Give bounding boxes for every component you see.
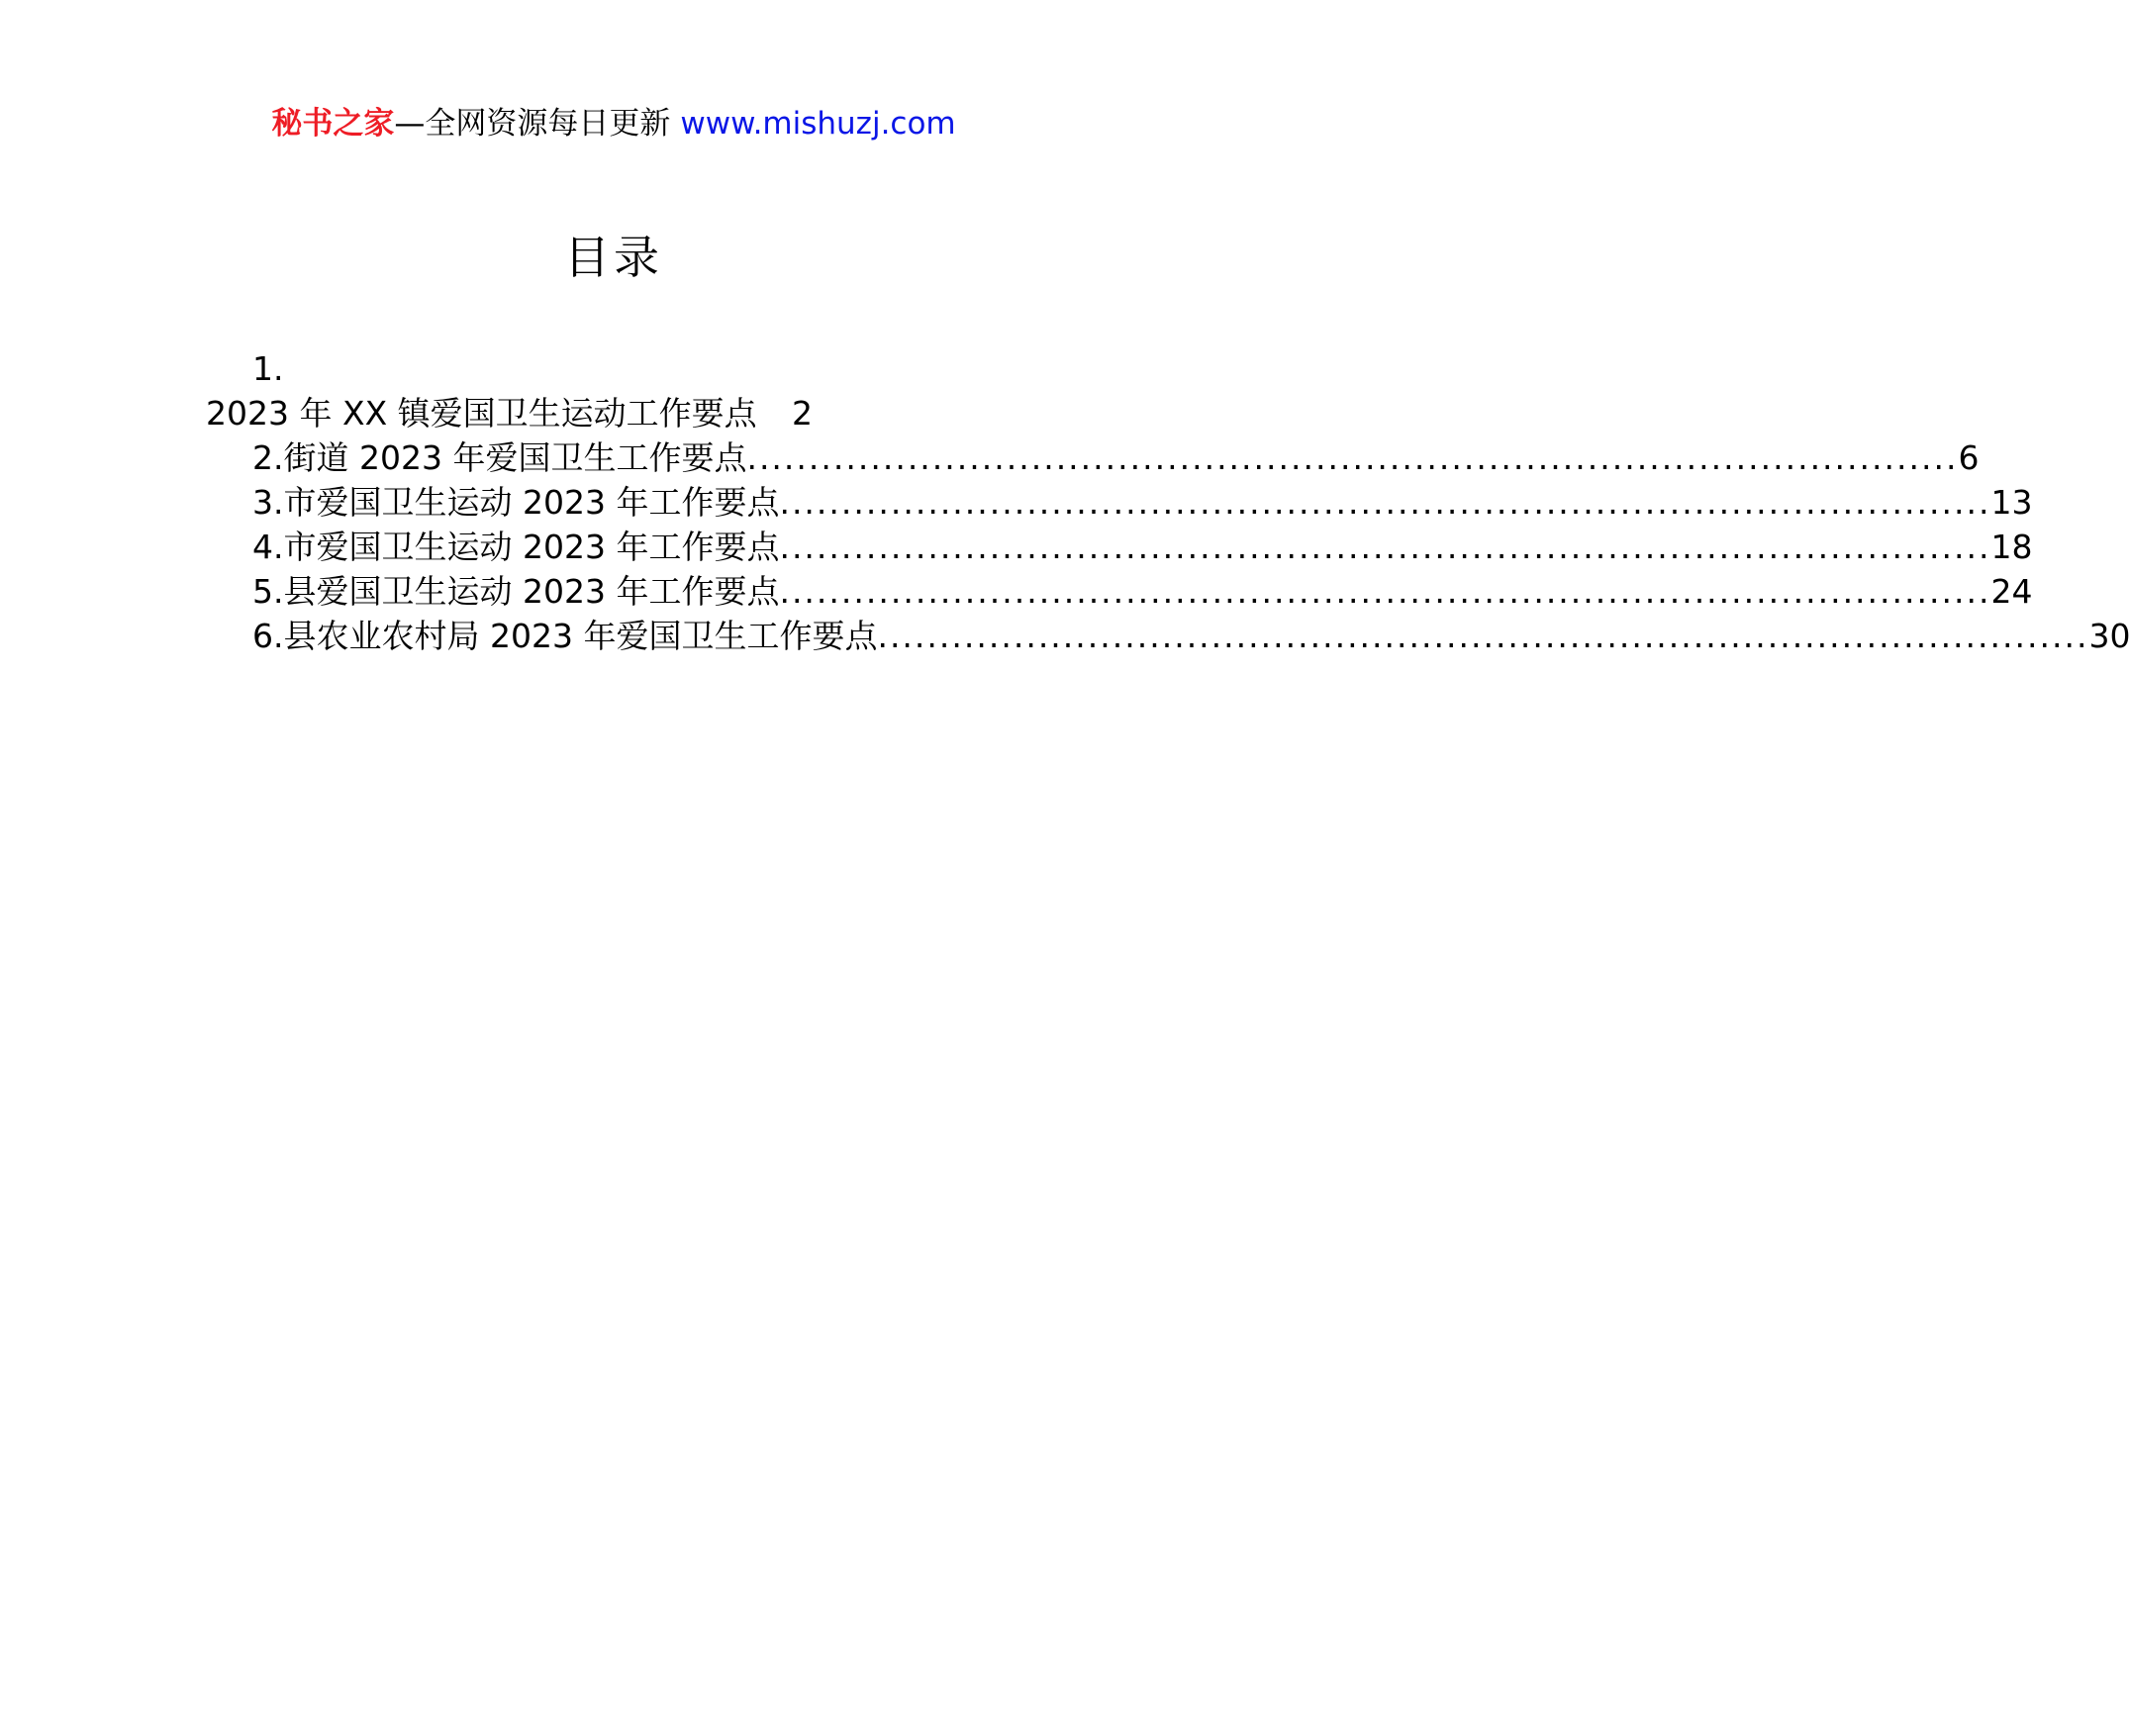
toc-entry-1[interactable] <box>0 346 1227 435</box>
toc-entry-label: 4.市爱国卫生运动 2023 年工作要点 <box>252 528 780 566</box>
toc-entry-2[interactable] <box>252 435 1980 480</box>
toc-leader-dots: .................................................................................................. <box>779 528 1991 566</box>
toc-entry-label: 3.市爱国卫生运动 2023 年工作要点 <box>252 483 780 522</box>
toc-leader-dots: .................................................................................................. <box>779 483 1991 522</box>
toc-leader-dots: .................................................................................................. <box>746 438 1959 477</box>
toc-entry-page: 13 <box>1990 483 2033 522</box>
toc-entry-5[interactable] <box>252 569 2033 614</box>
toc-entry-page: 30 <box>2088 617 2130 655</box>
website-link[interactable]: www.mishuzj.com <box>680 106 956 142</box>
toc-leader-dots: .................................................................................................. <box>877 617 2089 655</box>
toc-entry-label: 2.街道 2023 年爱国卫生工作要点 <box>252 438 747 477</box>
toc-entry-4[interactable] <box>252 525 2033 569</box>
toc-entry-number: 1. <box>252 349 284 388</box>
header-tagline: —全网资源每日更新 <box>394 106 671 142</box>
page-title: 目录 <box>564 231 663 284</box>
toc-entry-3[interactable] <box>252 480 2033 525</box>
toc-entry-label: 6.县农业农村局 2023 年爱国卫生工作要点 <box>252 617 878 655</box>
toc-entry-page: 18 <box>1990 528 2033 566</box>
toc-entry-6[interactable] <box>252 614 2130 658</box>
toc-entry-page: 6 <box>1958 438 1980 477</box>
table-of-contents <box>0 346 2130 658</box>
toc-leader-dots: .................................................................................................. <box>779 572 1991 611</box>
toc-entry-label: 2023 年 XX 镇爱国卫生运动工作要点 <box>206 394 757 433</box>
brand-name: 秘书之家 <box>271 106 395 142</box>
toc-entry-page: 2 <box>792 394 813 433</box>
site-header <box>0 99 1227 148</box>
toc-entry-page: 24 <box>1990 572 2033 611</box>
toc-entry-label: 5.县爱国卫生运动 2023 年工作要点 <box>252 572 780 611</box>
